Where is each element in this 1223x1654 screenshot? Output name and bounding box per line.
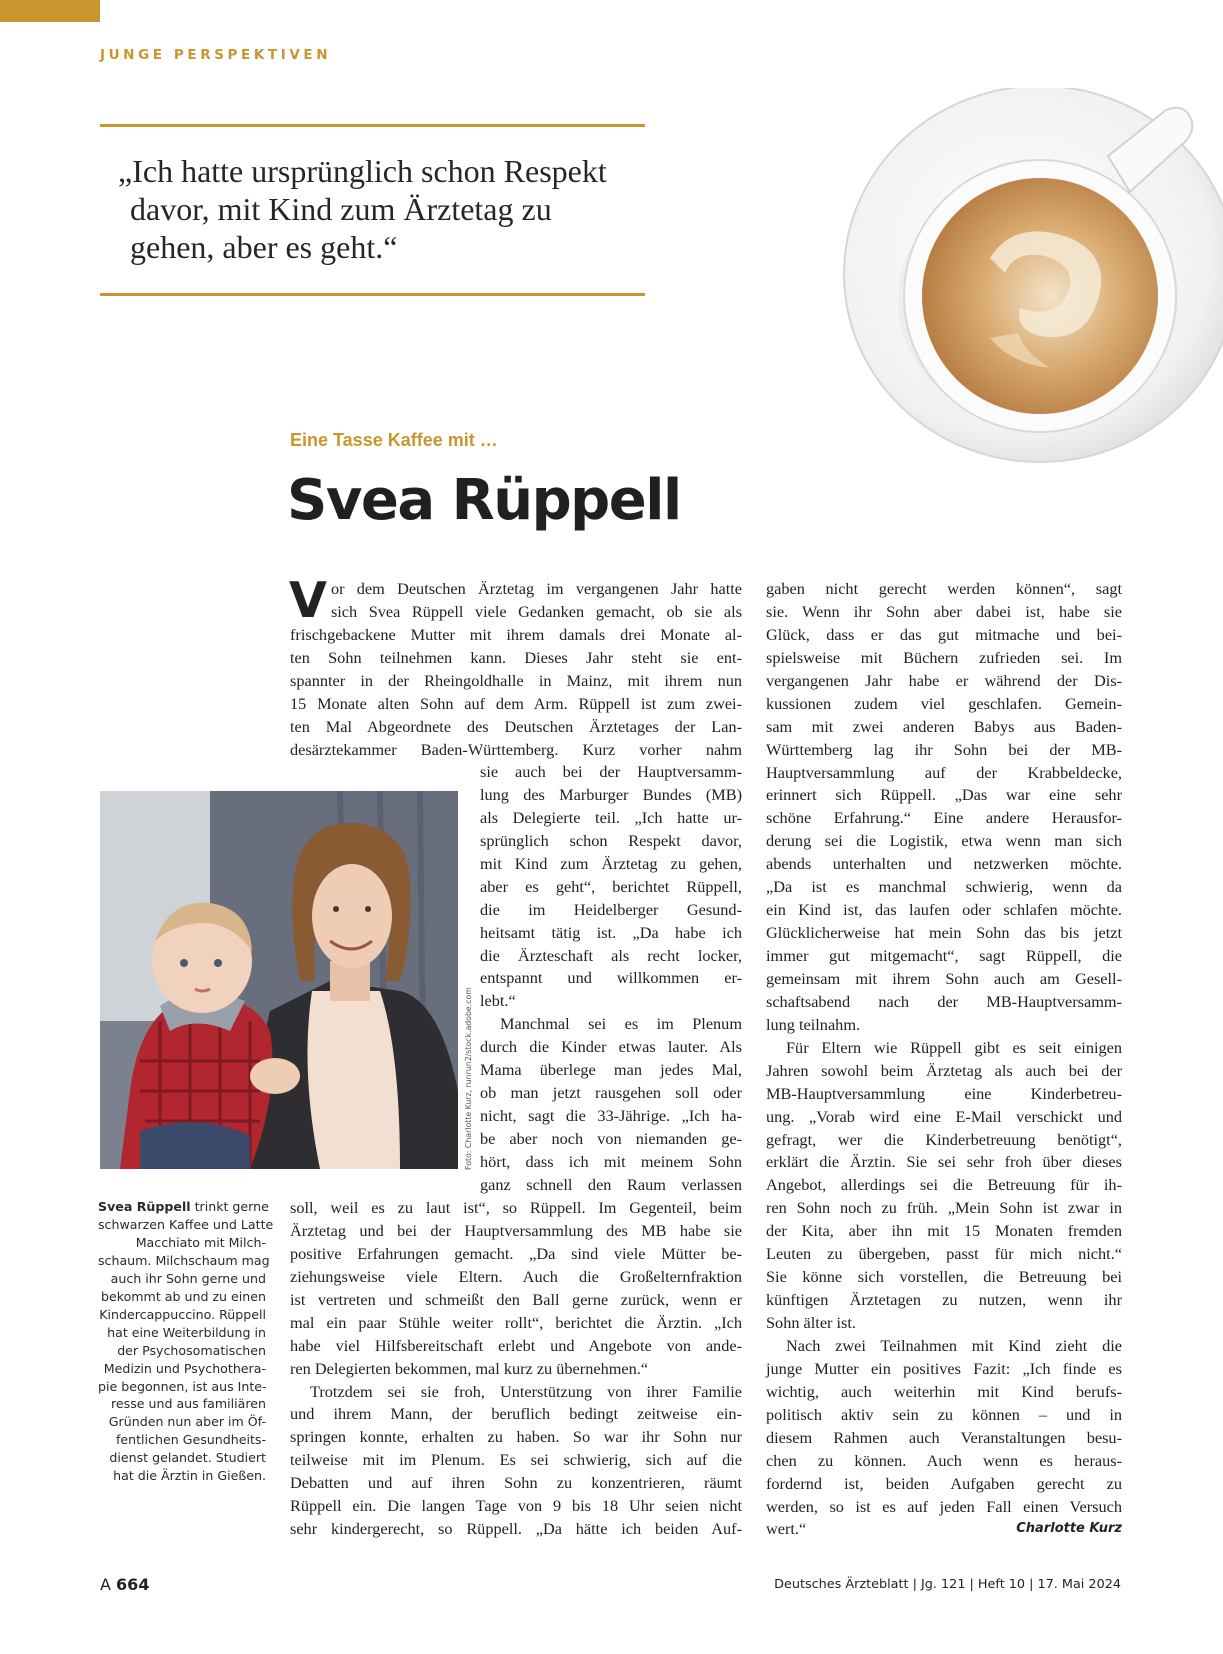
- article-text-line: die im Heidelberger Gesund-: [480, 899, 742, 919]
- article-text-line: sehr kindergerecht, so Rüppell. „Da hätte ich beiden Auf-: [290, 1519, 742, 1539]
- pull-quote: [118, 152, 638, 266]
- article-text-line: sie. Wenn ihr Sohn aber dabei ist, habe sie: [766, 601, 1122, 621]
- article-text-line: wert.“ Charlotte Kurz: [766, 1518, 1122, 1541]
- article-text-line: Debatten und auf ihren Sohn zu konzentrieren, räumt: [290, 1473, 742, 1493]
- article-text-line: gefragt, wer die Kinderbetreuung benötigt“,: [766, 1129, 1122, 1149]
- article-text-line: „Da ist es manchmal schwierig, wenn da: [766, 877, 1122, 897]
- article-text-line: ist vertreten und schmeißt den Ball gerne zurück, wenn er: [290, 1289, 742, 1309]
- journal-info: Deutsches Ärzteblatt | Jg. 121 | Heft 10 | 17. Mai 2024: [774, 1577, 1121, 1592]
- article-text-line: Manchmal sei es im Plenum: [500, 1014, 742, 1034]
- article-text-line: Glücklicherweise hat mein Sohn das bis jetzt: [766, 923, 1122, 943]
- article-text-line: und ihrem Mann, der beruflich bedingt zeitweise ein-: [290, 1404, 742, 1424]
- article-text-line: derung sei die Logistik, etwa wenn man sich: [766, 831, 1122, 851]
- article-text-line: Ärztetag und bei der Hauptversammlung des MB habe sie: [290, 1220, 742, 1240]
- article-text-line: lung teilnahm.: [766, 1014, 861, 1034]
- article-column-1-top: [289, 572, 742, 762]
- article-text-line: Trotzdem sei sie froh, Unterstützung von ihrer Familie: [310, 1381, 742, 1401]
- article-text-line: heitsamt tätig ist. „Da habe ich: [480, 922, 742, 942]
- article-text-line: Mama überlege man jedes Mal,: [480, 1060, 742, 1080]
- page-number: A 664: [100, 1575, 150, 1594]
- article-text-line: erinnert sich Rüppell. „Das war eine sehr: [766, 785, 1122, 805]
- article-text-line: gemeinsam mit ihrem Sohn auch am Gesell-: [766, 968, 1122, 988]
- article-text-line: mal ein paar Stühle weiter rollt“, berichtet die Ärztin. „Ich: [290, 1312, 742, 1332]
- article-text-line: Rüppell ein. Die langen Tage von 9 bis 18 Uhr seien nicht: [290, 1496, 742, 1516]
- article-text-line: vergangenen Jahr habe er während der Dis-: [766, 670, 1122, 690]
- article-text-line: sprünglich schon Respekt davor,: [480, 830, 742, 850]
- article-text-line: sie auch bei der Hauptversamm-: [480, 762, 742, 781]
- article-text-line: lebt.“: [480, 991, 516, 1011]
- article-text-line: soll, weil es zu laut ist“, so Rüppell. Im Gegenteil, beim: [290, 1198, 742, 1217]
- article-text-line: Jahren sowohl beim Ärztetag als auch bei der: [766, 1060, 1122, 1080]
- article-text-line: hört, dass ich mit meinem Sohn: [480, 1151, 742, 1171]
- quote-rule-bottom: [100, 293, 645, 296]
- article-text-line: werden, so ist es auf jeden Fall einen Versuch: [766, 1496, 1122, 1516]
- corner-accent-bar: [0, 0, 100, 22]
- article-text-line: Angebot, allerdings sei die Betreuung für ih-: [766, 1175, 1122, 1195]
- article-text-line: ren Sohn noch zu früh. „Mein Sohn ist zwar in: [766, 1198, 1122, 1218]
- article-text-line: ein Kind ist, das laufen oder schlafen möchte.: [766, 900, 1122, 920]
- article-text-line: Sie könne sich vorstellen, die Betreuung bei: [766, 1267, 1122, 1287]
- pull-quote-line: „Ich hatte ursprünglich schon Respekt: [118, 153, 607, 189]
- article-kicker: Eine Tasse Kaffee mit …: [290, 430, 498, 450]
- article-text-line: positive Erfahrungen gemacht. „Da sind viele Mütter be-: [290, 1243, 742, 1263]
- coffee-cup-image: [840, 88, 1223, 468]
- article-text-line: chen zu können. Auch wenn es heraus-: [766, 1450, 1122, 1470]
- article-text-line: ziehungsweise viele Eltern. Auch die Großelternfraktion: [290, 1266, 742, 1286]
- article-text-line: ren Delegierten bekommen, mal kurz zu übernehmen.“: [290, 1358, 649, 1378]
- caption-name: Svea Rüppell: [98, 1199, 191, 1214]
- article-text-line: nicht, sagt die 33-Jährige. „Ich ha-: [480, 1106, 742, 1126]
- article-text-line: Sohn älter ist.: [766, 1313, 856, 1332]
- pull-quote-line: davor, mit Kind zum Ärztetag zu: [130, 191, 552, 227]
- article-text-line: 15 Monate alten Sohn auf dem Arm. Rüppell ist zum zwei-: [290, 693, 742, 713]
- article-text-line: ten Mal Abgeordnete des Deutschen Ärztetages der Lan-: [290, 716, 742, 736]
- article-text-line: die Ärzteschaft als recht locker,: [480, 945, 742, 965]
- article-text-line: habe viel Hilfsbereitschaft erlebt und Angebote von ande-: [290, 1335, 742, 1355]
- article-text-line: schöne Erfahrung.“ Eine andere Herausfor-: [766, 808, 1122, 828]
- article-text-line: kussionen zudem viel geschlafen. Gemein-: [766, 693, 1122, 713]
- article-text-line: abends unterhalten und netzwerken möchte.: [766, 854, 1122, 874]
- article-text-line: sich Svea Rüppell viele Gedanken gemacht, ob sie als: [330, 601, 742, 621]
- article-column-2: [766, 578, 1122, 1541]
- article-text-line: frischgebackene Mutter mit ihrem damals drei Monate al-: [290, 624, 742, 644]
- pull-quote-line: gehen, aber es geht.“: [130, 229, 398, 265]
- quote-rule-top: [100, 124, 645, 127]
- article-headline: Svea Rüppell: [287, 468, 681, 533]
- article-text-line: Nach zwei Teilnahmen mit Kind zieht die: [786, 1335, 1122, 1355]
- article-text-line: spannter in der Rheingoldhalle in Mainz, mit ihrem nun: [290, 670, 742, 690]
- article-text-line: MB-Hauptversammlung eine Kinderbetreu-: [766, 1083, 1122, 1103]
- article-column-1-narrow: [480, 761, 742, 1197]
- article-text-line: desärztekammer Baden-Württemberg. Kurz vorher nahm: [290, 739, 742, 759]
- article-text-line: or dem Deutschen Ärztetag im vergangenen Jahr hatte: [330, 579, 742, 598]
- section-label: JUNGE PERSPEKTIVEN: [100, 47, 332, 63]
- photo-credit: Foto: Charlotte Kurz, runrun2/stock.adobe.com: [464, 987, 473, 1170]
- article-text-line: mit Kind zum Ärztetag zu gehen,: [480, 853, 742, 873]
- author-name: Charlotte Kurz: [1016, 1521, 1122, 1537]
- article-text-line: immer gut mitgemacht“, sagt Rüppell, die: [766, 946, 1122, 965]
- article-text-line: Hauptversammlung auf der Krabbeldecke,: [766, 762, 1122, 782]
- article-text-line: Glück, dass er das gut mitmache und bei-: [766, 624, 1122, 644]
- article-column-1-bottom: [290, 1197, 742, 1541]
- article-text-line: be aber noch von niemanden ge-: [480, 1129, 742, 1148]
- article-text-line: als Delegierte teil. „Ich hatte ur-: [480, 807, 742, 827]
- article-text-line: durch die Kinder etwas lauter. Als: [480, 1037, 742, 1057]
- article-text-line: erklärt die Ärztin. Sie sei sehr froh über dieses: [766, 1152, 1122, 1172]
- article-text-line: politisch aktiv sein zu können – und in: [766, 1404, 1122, 1424]
- article-text-line: Leuten zu übergeben, passt für mich nicht.“: [766, 1244, 1122, 1264]
- article-text-line: teilweise mit im Plenum. Es sei schwierig, sich auf die: [290, 1450, 742, 1470]
- article-text-line: wichtig, auch weiterhin mit Kind berufs-: [766, 1381, 1122, 1401]
- article-text-line: junge Mutter ein positives Fazit: „Ich finde es: [766, 1358, 1122, 1378]
- article-text-line: spielsweise mit Büchern zufrieden sei. Im: [766, 647, 1122, 667]
- drop-cap: V: [289, 572, 327, 629]
- article-text-line: künftigen Ärztetagen zu nutzen, wenn ihr: [766, 1290, 1122, 1310]
- article-text-line: Für Eltern wie Rüppell gibt es seit einigen: [786, 1037, 1122, 1057]
- portrait-illustration: [100, 791, 458, 1169]
- article-text-line: sam mit zwei anderen Babys aus Baden-: [766, 716, 1122, 736]
- article-text-line: Württemberg lag ihr Sohn bei der MB-: [766, 739, 1122, 759]
- article-text-line: fordernd ist, beiden Aufgaben gerecht zu: [766, 1473, 1122, 1493]
- article-text-line: ganz schnell den Raum verlassen: [480, 1174, 742, 1194]
- photo-caption: Svea Rüppell trinkt gerne schwarzen Kaffee und Latte Macchiato mit Milch- schaum. Milchschaum mag auch ihr Sohn gerne und bekommt ab und zu einen Kindercappuccino. Rüppell hat eine Weiterbildung in der Psychosomatischen Medizin und Psychothera- pie begonnen, ist aus Inte- resse und aus familiären Gründen nun aber im Öf- fentlichen Gesundheits- dienst gelandet. Studiert hat die Ärztin in Gießen.: [98, 1199, 274, 1484]
- article-text-line: springen konnte, erhalten zu haben. So war ihr Sohn nur: [290, 1427, 742, 1447]
- article-text-line: der Kita, aber ihn mit 15 Monaten fremden: [766, 1221, 1122, 1241]
- article-text-line: aber es geht“, berichtet Rüppell,: [480, 876, 742, 896]
- portrait-photo: [100, 791, 458, 1169]
- article-text-line: diesem Rahmen auch Veranstaltungen besu-: [766, 1427, 1122, 1447]
- article-text-line: ung. „Vorab wird eine E-Mail verschickt und: [766, 1106, 1122, 1126]
- article-text-line: gaben nicht gerecht werden können“, sagt: [766, 579, 1122, 598]
- article-text-line: ten Sohn teilnehmen kann. Dieses Jahr steht sie ent-: [290, 647, 742, 667]
- article-text-line: ob man jetzt rausgehen soll oder: [480, 1083, 742, 1103]
- article-text-line: lung des Marburger Bundes (MB): [480, 784, 742, 804]
- article-text-line: entspannt und willkommen er-: [480, 968, 742, 988]
- article-text-line: schaftsabend nach der MB-Hauptversamm-: [766, 991, 1122, 1011]
